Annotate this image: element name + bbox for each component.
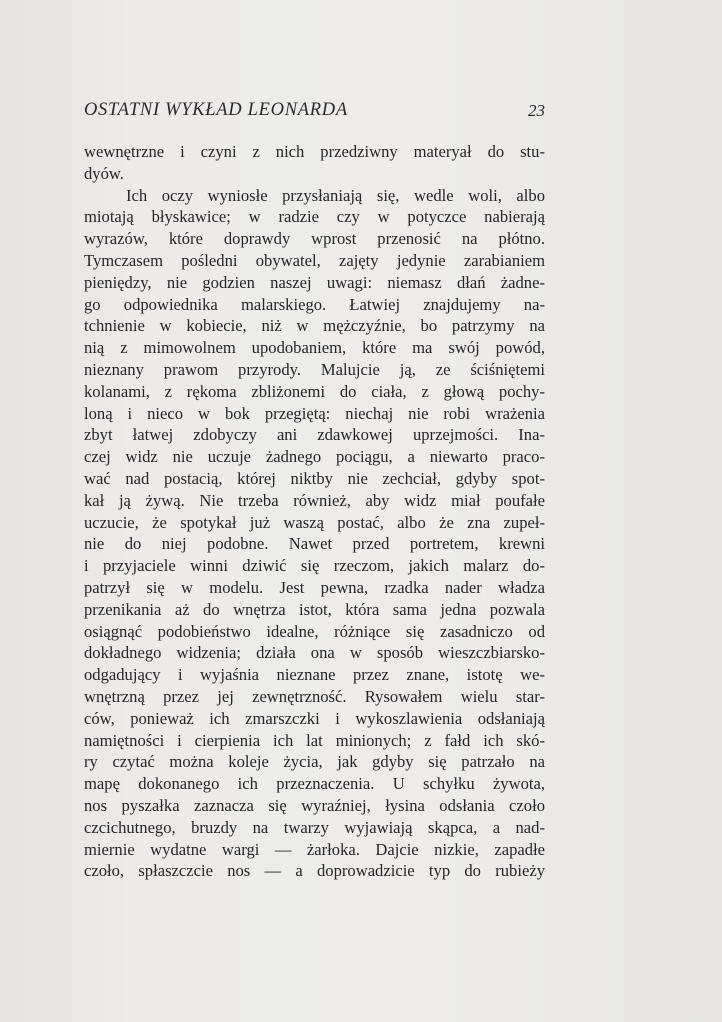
text-line: kolanami, z rękoma zbliżonemi do ciała, z głową pochy- — [84, 381, 545, 401]
text-line: miotają błyskawice; w radzie czy w potyczce nabierają — [84, 207, 545, 227]
text-line: odgadujący i wyjaśnia nieznane przez znane, istotę we- — [84, 665, 545, 685]
text-line: dokładnego widzenia; działa ona w sposób wieszczbiarsko- — [84, 643, 545, 663]
text-line: zbyt łatwej zdobyczy ani zdawkowej uprzejmości. Ina- — [84, 425, 545, 445]
text-line: loną i nieco w bok przegiętą: niechaj nie robi wrażenia — [84, 403, 545, 423]
text-line: go odpowiednika malarskiego. Łatwiej znajdujemy na- — [84, 294, 545, 314]
text-line: czcichutnego, bruzdy na twarzy wyjawiają skąpca, a nad- — [84, 817, 545, 837]
text-line: nie do niej podobne. Nawet przed portretem, krewni — [84, 534, 545, 554]
text-line: czej widz nie uczuje żadnego pociągu, a niewarto praco- — [84, 447, 545, 467]
running-head — [84, 100, 545, 126]
text-line: osiągnąć podobieństwo idealne, różniące się zasadniczo od — [84, 621, 545, 641]
text-line: namiętności i cierpienia ich lat minionych; z fałd ich skó- — [84, 730, 545, 750]
running-title: OSTATNI WYKŁAD LEONARDA — [84, 100, 348, 120]
text-line: tchnienie w kobiecie, niż w mężczyźnie, bo patrzymy na — [84, 316, 545, 336]
text-line: czoło, spłaszczcie nos — a doprowadzicie typ do rubieży — [84, 861, 545, 881]
text-line: wnętrzną przez jej zewnętrzność. Rysowałem wielu star- — [84, 686, 545, 706]
text-line: nieznany prawom przyrody. Malujcie ją, ze ściśniętemi — [84, 359, 545, 379]
text-line: mapę dokonanego ich przeznaczenia. U schyłku żywota, — [84, 774, 545, 794]
text-line: nos pyszałka zaznacza się wyraźniej, łysina odsłania czoło — [84, 795, 545, 815]
text-line: wewnętrzne i czyni z nich przedziwny materyał do stu- — [84, 142, 545, 161]
text-line: dyów. — [84, 163, 124, 183]
text-line: Tymczasem pośledni obywatel, zajęty jedynie zarabianiem — [84, 250, 545, 270]
text-line: miernie wydatne wargi — żarłoka. Dajcie nizkie, zapadłe — [84, 839, 545, 859]
text-line: uczucie, że spotykał już waszą postać, albo że zna zupeł- — [84, 512, 545, 532]
text-line: patrzył się w modelu. Jest pewna, rzadka nader władza — [84, 577, 545, 597]
text-line: ców, ponieważ ich zmarszczki i wykoszlawienia odsłaniają — [84, 708, 545, 728]
page-number: 23 — [528, 101, 545, 120]
text-line: nią z mimowolnem upodobaniem, które ma swój powód, — [84, 338, 545, 358]
text-line: pieniędzy, nie godzien naszej uwagi: niemasz dłań żadne- — [84, 272, 545, 292]
text-line: wyrazów, które doprawdy wprost przenosić na płótno. — [84, 229, 545, 249]
text-line: wać nad postacią, której niktby nie zechciał, gdyby spot- — [84, 468, 545, 488]
text-line: przenikania aż do wnętrza istot, która sama jedna pozwala — [84, 599, 545, 619]
body-text — [84, 141, 545, 882]
text-line: i przyjaciele winni dziwić się rzeczom, jakich malarz do- — [84, 556, 545, 576]
text-line: Ich oczy wyniosłe przysłaniają się, wedle woli, albo — [126, 185, 545, 205]
text-line: kał ją żywą. Nie trzeba również, aby widz miał poufałe — [84, 490, 545, 510]
text-line: ry czytać można koleje życia, jak gdyby się patrzało na — [84, 752, 545, 772]
